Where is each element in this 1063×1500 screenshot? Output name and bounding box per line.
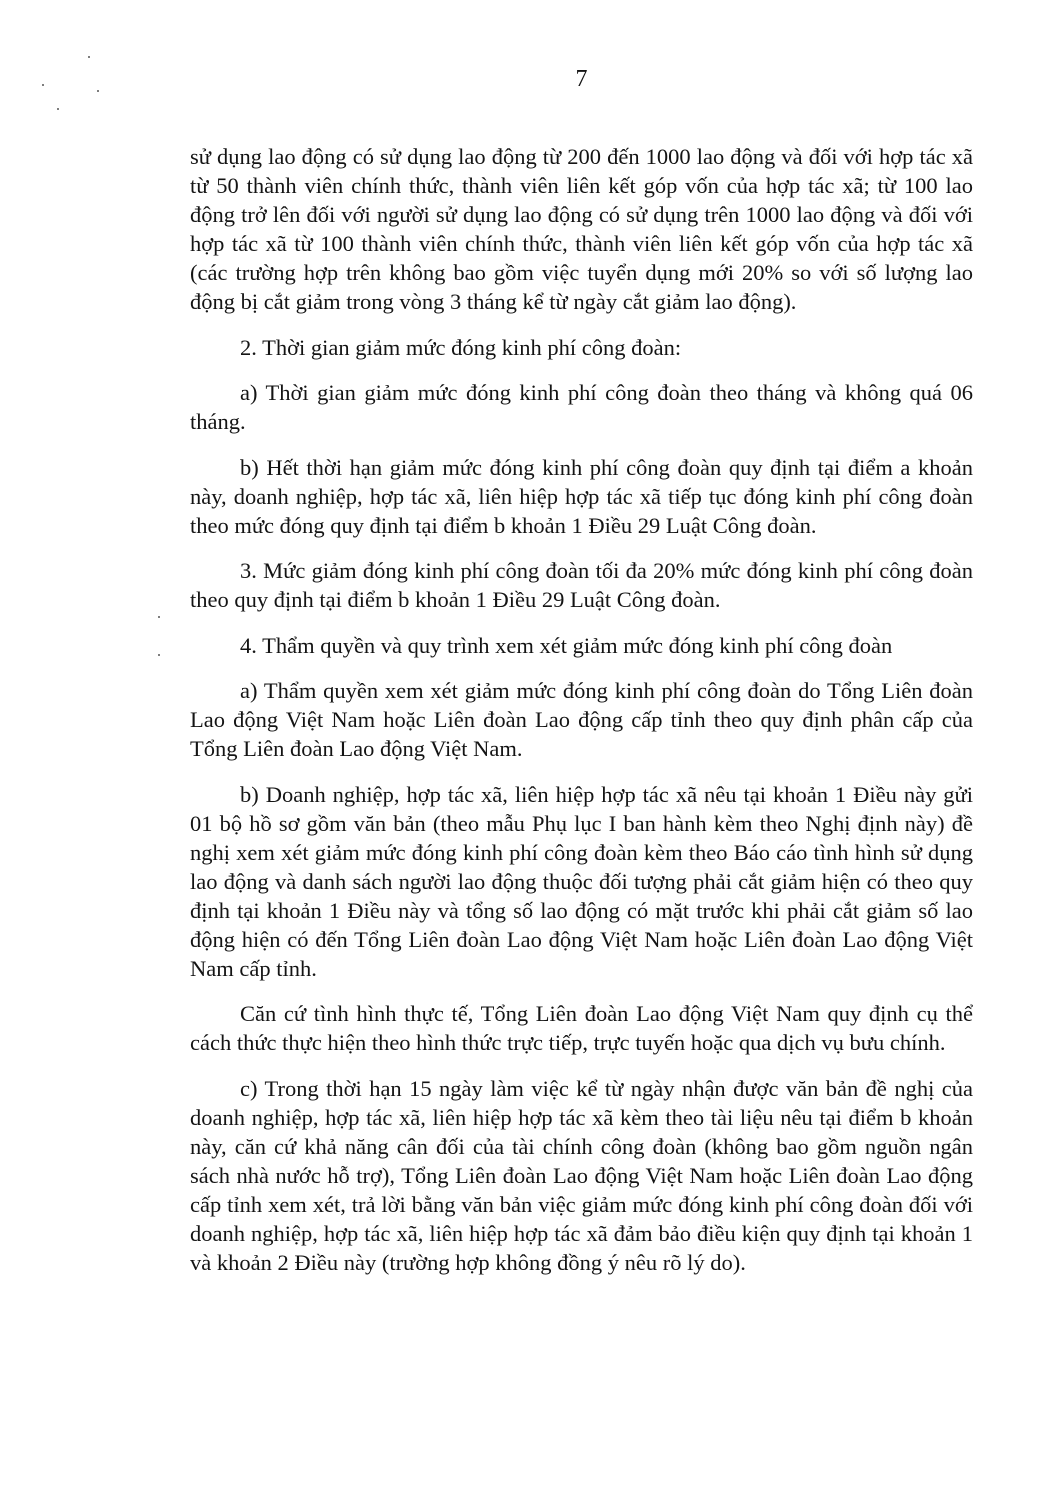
document-body (190, 142, 973, 1293)
paragraph-section-4a: a) Thẩm quyền xem xét giảm mức đóng kinh phí công đoàn do Tổng Liên đoàn Lao động Việt Nam hoặc Liên đoàn Lao động cấp tỉnh theo quy định phân cấp của Tổng Liên đoàn Lao động Việt Nam. (190, 678, 973, 761)
scan-speck (57, 108, 59, 110)
paragraph-section-4-heading: 4. Thẩm quyền và quy trình xem xét giảm mức đóng kinh phí công đoàn (240, 632, 893, 658)
page-number: 7 (575, 66, 588, 92)
scan-speck (158, 654, 160, 656)
scan-speck (158, 616, 160, 618)
paragraph-section-2-heading: 2. Thời gian giảm mức đóng kinh phí công đoàn: (240, 334, 682, 360)
paragraph-continuation: sử dụng lao động có sử dụng lao động từ 200 đến 1000 lao động và đối với hợp tác xã từ 50 thành viên chính thức, thành viên liên kết góp vốn của hợp tác xã; từ 100 lao động trở lên đối với người sử dụng lao động có sử dụng trên 1000 lao động và đối với hợp tác xã từ 100 thành viên chính thức, thành viên liên kết góp vốn của hợp tác xã (các trường hợp trên không bao gồm việc tuyển dụng mới 20% so với số lượng lao động bị cắt giảm trong vòng 3 tháng kể từ ngày cắt giảm lao động). (190, 144, 973, 314)
paragraph-section-4b: b) Doanh nghiệp, hợp tác xã, liên hiệp hợp tác xã nêu tại khoản 1 Điều này gửi 01 bộ hồ sơ gồm văn bản (theo mẫu Phụ lục I ban hành kèm theo Nghị định này) đề nghị xem xét giảm mức đóng kinh phí công đoàn kèm theo Báo cáo tình hình sử dụng lao động và danh sách người lao động thuộc đối tượng phải cắt giảm hiện có theo quy định tại khoản 1 Điều này và tổng số lao động có mặt trước khi phải cắt giảm số lao động hiện có đến Tổng Liên đoàn Lao động Việt Nam hoặc Liên đoàn Lao động Việt Nam cấp tỉnh. (190, 781, 973, 981)
paragraph-section-2a: a) Thời gian giảm mức đóng kinh phí công đoàn theo tháng và không quá 06 tháng. (190, 380, 973, 434)
paragraph-section-4b-note: Căn cứ tình hình thực tế, Tổng Liên đoàn Lao động Việt Nam quy định cụ thể cách thức thực hiện theo hình thức trực tiếp, trực tuyến hoặc qua dịch vụ bưu chính. (190, 1001, 973, 1055)
paragraph-section-4c: c) Trong thời hạn 15 ngày làm việc kể từ ngày nhận được văn bản đề nghị của doanh nghiệp, hợp tác xã, liên hiệp hợp tác xã kèm theo tài liệu nêu tại điểm b khoản này, căn cứ khả năng cân đối của tài chính công đoàn (không bao gồm nguồn ngân sách nhà nước hỗ trợ), Tổng Liên đoàn Lao động Việt Nam hoặc Liên đoàn Lao động cấp tỉnh xem xét, trả lời bằng văn bản việc giảm mức đóng kinh phí công đoàn đối với doanh nghiệp, hợp tác xã, liên hiệp hợp tác xã đảm bảo điều kiện quy định tại khoản 1 và khoản 2 Điều này (trường hợp không đồng ý nêu rõ lý do). (190, 1075, 973, 1275)
scan-speck (88, 56, 90, 58)
paragraph-section-2b: b) Hết thời hạn giảm mức đóng kinh phí công đoàn quy định tại điểm a khoản này, doanh nghiệp, hợp tác xã, liên hiệp hợp tác xã tiếp tục đóng kinh phí công đoàn theo mức đóng quy định tại điểm b khoản 1 Điều 29 Luật Công đoàn. (190, 454, 973, 538)
paragraph-section-3: 3. Mức giảm đóng kinh phí công đoàn tối đa 20% mức đóng kinh phí công đoàn theo quy định tại điểm b khoản 1 Điều 29 Luật Công đoàn. (190, 558, 973, 612)
